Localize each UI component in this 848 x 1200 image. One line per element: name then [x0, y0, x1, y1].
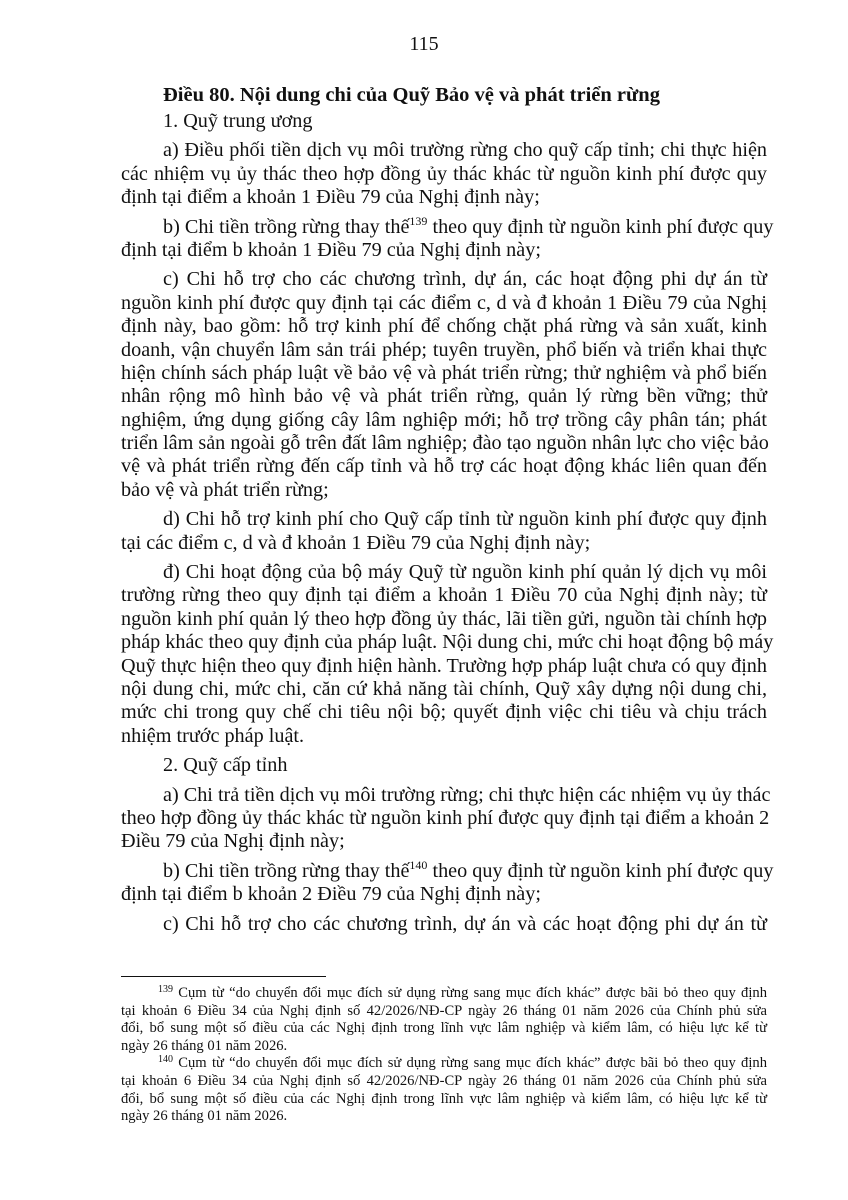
paragraph-line: tại các điểm c, d và đ khoản 1 Điều 79 của Nghị định này;	[121, 531, 591, 554]
footnote-line: đổi, bổ sung một số điều của các Nghị định trong lĩnh vực lâm nghiệp và kiểm lâm, có hiệu lực kể từ	[121, 1090, 767, 1107]
paragraph	[121, 139, 767, 209]
paragraph	[121, 913, 767, 936]
footnote-line: tại khoản 6 Điều 34 của Nghị định số 42/2026/NĐ-CP ngày 26 tháng 01 năm 2026 của Chính phủ sửa	[121, 1072, 767, 1089]
footnote-number: 140	[158, 1054, 173, 1066]
footnote-text: Cụm từ “do chuyển đổi mục đích sử dụng rừng sang mục đích khác” được bãi bỏ theo quy định	[173, 1055, 767, 1072]
paragraph-line: c) Chi hỗ trợ cho các chương trình, dự án và các hoạt động phi dự án từ	[163, 912, 767, 935]
paragraph	[121, 268, 767, 502]
footnote-line: đổi, bổ sung một số điều của các Nghị định trong lĩnh vực lâm nghiệp và kiểm lâm, có hiệu lực kể từ	[121, 1020, 767, 1037]
paragraph-line: trường rừng theo quy định tại điểm a khoản 1 Điều 70 của Nghị định này; từ	[121, 584, 767, 607]
paragraph-line: Quỹ thực hiện theo quy định hiện hành. Trường hợp pháp luật chưa có quy định	[121, 654, 767, 677]
paragraph-line: các nhiệm vụ ủy thác theo hợp đồng ủy thác khác từ nguồn kinh phí được quy	[121, 162, 767, 185]
paragraph-line: nhân rộng mô hình bảo vệ và phát triển rừng, quản lý rừng bền vững; thử	[121, 385, 767, 408]
paragraph-line: pháp khác theo quy định của pháp luật. Nội dung chi, mức chi hoạt động bộ máy	[121, 631, 774, 654]
paragraph	[121, 561, 774, 748]
paragraph-line: b) Chi tiền trồng rừng thay thế$^{139}$ theo quy định từ nguồn kinh phí được quy	[163, 213, 774, 238]
paragraph-line: Điều 79 của Nghị định này;	[121, 830, 345, 853]
footnote-reference[interactable]: 139	[409, 213, 428, 228]
paragraph	[121, 754, 767, 777]
paragraph-line: nguồn kinh phí quản lý theo hợp đồng ủy thác, lãi tiền gửi, nguồn tài chính hợp	[121, 607, 767, 630]
paragraph-line: a) Chi trả tiền dịch vụ môi trường rừng; chi thực hiện các nhiệm vụ ủy thác	[163, 783, 771, 806]
paragraph-line: nhiệm trước pháp luật.	[121, 724, 305, 747]
paragraph-line: mức chi trong quy chế chi tiêu nội bộ; quyết định việc chi tiêu và chịu trách	[121, 701, 767, 724]
paragraph-line: doanh, vận chuyển lâm sản trái phép; tuyên truyền, phổ biến và triển khai thực	[121, 338, 767, 361]
paragraph-line: bảo vệ và phát triển rừng;	[121, 478, 329, 501]
paragraph	[121, 213, 774, 263]
paragraph	[121, 857, 774, 907]
paragraph-line: đ) Chi hoạt động của bộ máy Quỹ từ nguồn kinh phí quản lý dịch vụ môi	[163, 561, 767, 584]
paragraph-line-continuation: theo quy định từ nguồn kinh phí được quy	[427, 859, 774, 882]
footnote-line: ngày 26 tháng 01 năm 2026.	[121, 1108, 288, 1125]
paragraph	[121, 508, 767, 555]
footnote	[121, 1055, 767, 1125]
document-body	[121, 82, 774, 936]
paragraph	[121, 110, 767, 133]
paragraph-line-continuation: theo quy định từ nguồn kinh phí được quy	[427, 215, 774, 238]
paragraph-line: hiện chính sách pháp luật về bảo vệ và phát triển rừng; thử nghiệm và phổ biến	[121, 361, 767, 384]
paragraph-line: d) Chi hỗ trợ kinh phí cho Quỹ cấp tỉnh từ nguồn kinh phí được quy định	[163, 508, 767, 531]
footnote-separator	[121, 976, 326, 977]
paragraph-list	[121, 110, 774, 936]
footnote-number: 139	[158, 984, 173, 995]
paragraph	[121, 783, 771, 854]
footnote-line: ngày 26 tháng 01 năm 2026.	[121, 1037, 288, 1054]
page-number: 115	[409, 33, 439, 55]
paragraph-line: theo hợp đồng ủy thác khác từ nguồn kinh phí được quy định tại điểm a khoản 2	[121, 806, 770, 829]
paragraph-line: định tại điểm a khoản 1 Điều 79 của Nghị định này;	[121, 186, 540, 209]
footnote-line	[121, 1055, 767, 1073]
paragraph-line: định tại điểm b khoản 2 Điều 79 của Nghị định này;	[121, 883, 541, 906]
paragraph-line: 2. Quỹ cấp tỉnh	[163, 754, 288, 777]
paragraph-line: định này, bao gồm: hỗ trợ kinh phí để chống chặt phá rừng và sản xuất, kinh	[121, 315, 767, 338]
paragraph-line: định tại điểm b khoản 1 Điều 79 của Nghị định này;	[121, 238, 541, 261]
paragraph-line: a) Điều phối tiền dịch vụ môi trường rừng cho quỹ cấp tỉnh; chi thực hiện	[163, 139, 767, 162]
paragraph-line: c) Chi hỗ trợ cho các chương trình, dự án, các hoạt động phi dự án từ	[163, 268, 767, 291]
paragraph-line: b) Chi tiền trồng rừng thay thế$^{140}$ theo quy định từ nguồn kinh phí được quy	[163, 857, 774, 882]
footnote-line: tại khoản 6 Điều 34 của Nghị định số 42/2026/NĐ-CP ngày 26 tháng 01 năm 2026 của Chính phủ sửa	[121, 1002, 767, 1019]
paragraph-line: nguồn kinh phí được quy định tại các điểm c, d và đ khoản 1 Điều 79 của Nghị	[121, 291, 767, 314]
paragraph-line: vệ và phát triển rừng đến cấp tỉnh và hỗ trợ các hoạt động khác liên quan đến	[121, 455, 767, 478]
paragraph-line: nghiệm, ứng dụng giống cây lâm nghiệp mới; hỗ trợ trồng cây phân tán; phát	[121, 408, 767, 431]
footnote-reference[interactable]: 140	[409, 857, 428, 872]
footnote-text: Cụm từ “do chuyển đổi mục đích sử dụng rừng sang mục đích khác” được bãi bỏ theo quy định	[173, 985, 767, 1001]
footnote-line	[121, 985, 767, 1003]
footnote	[121, 985, 767, 1055]
footnote-list	[121, 985, 767, 1126]
paragraph-line: triển lâm sản ngoài gỗ trên đất lâm nghiệp; đào tạo nguồn nhân lực cho việc bảo	[121, 432, 769, 455]
paragraph-line: 1. Quỹ trung ương	[163, 110, 313, 132]
article-title: Điều 80. Nội dung chi của Quỹ Bảo vệ và phát triển rừng	[163, 84, 660, 106]
paragraph-line: nội dung chi, mức chi, căn cứ khả năng tài chính, Quỹ xây dựng nội dung chi,	[121, 677, 767, 700]
